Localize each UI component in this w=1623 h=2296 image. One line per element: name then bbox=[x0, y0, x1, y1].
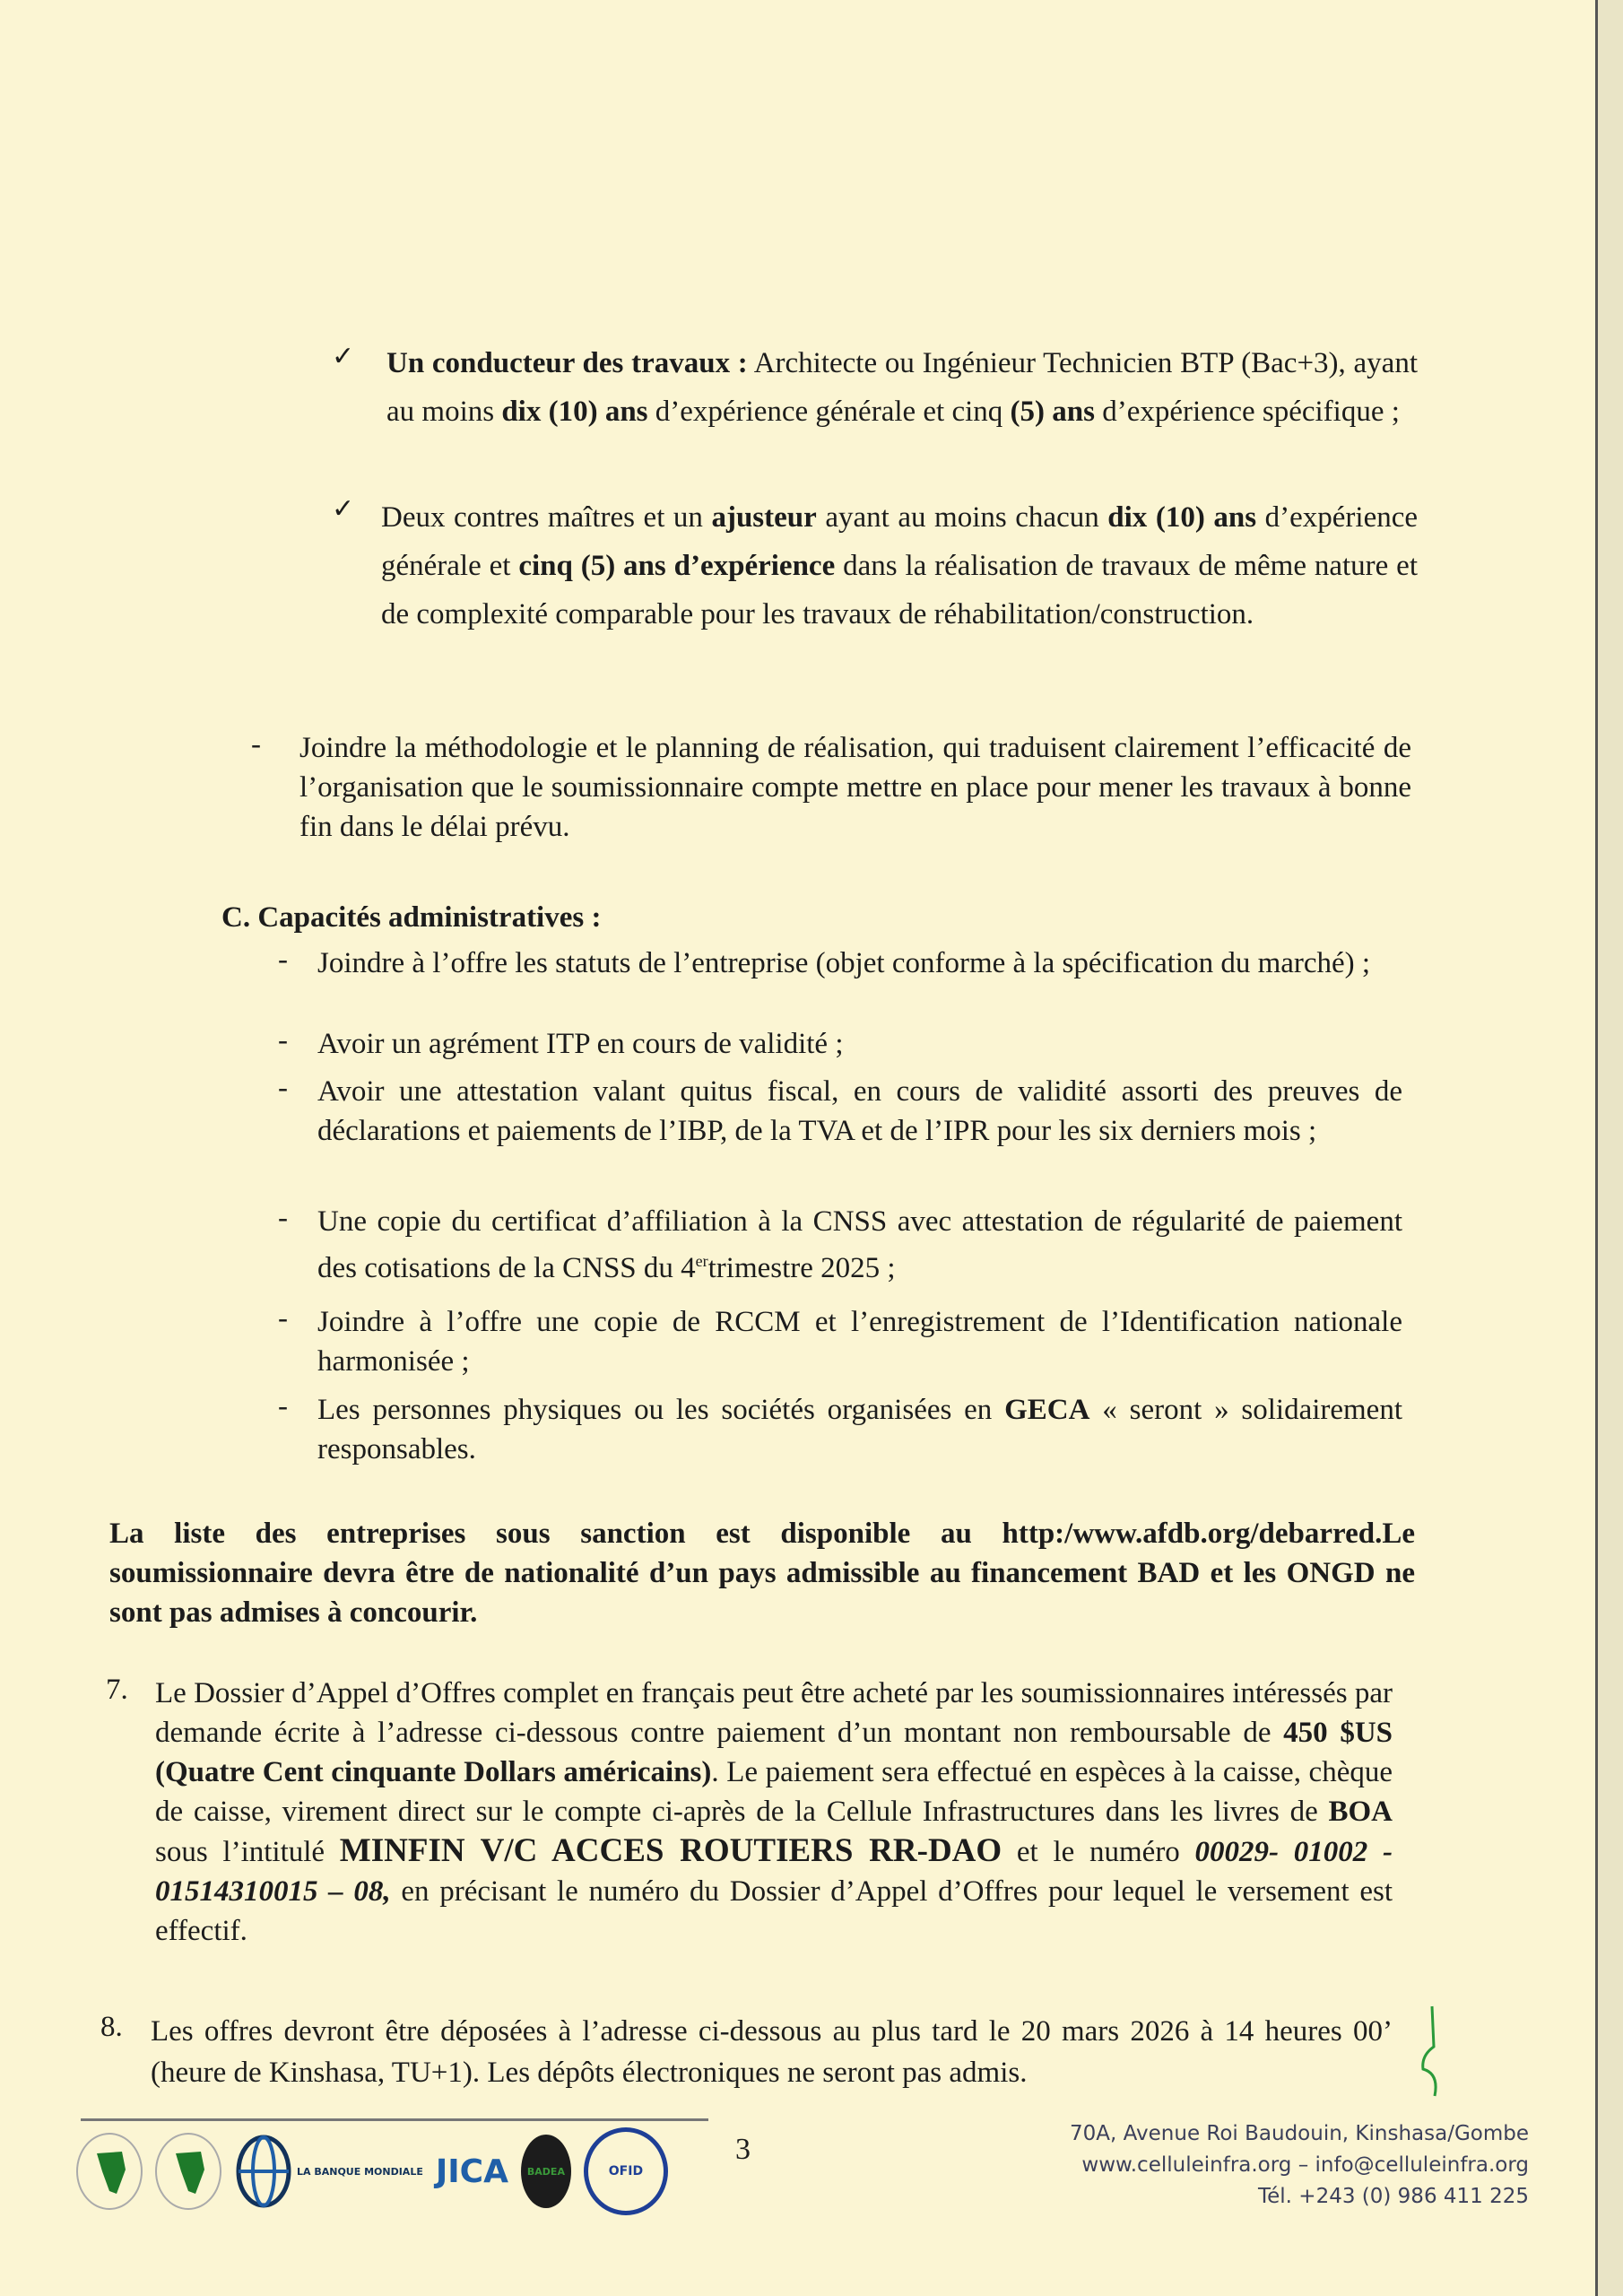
bold-text: (5) ans bbox=[1010, 396, 1095, 428]
check-icon: ✓ bbox=[332, 494, 355, 524]
text-segment: Avoir un agrément ITP en cours de validité ; bbox=[317, 1028, 844, 1060]
text-segment: et le numéro bbox=[1002, 1836, 1195, 1868]
text-segment: d’expérience spécifique ; bbox=[1094, 396, 1400, 428]
section-c-item bbox=[317, 1072, 1402, 1151]
jica-logo: JICA bbox=[435, 2152, 508, 2190]
dash-marker: - bbox=[278, 944, 288, 976]
paragraph-7 bbox=[155, 1674, 1393, 1951]
section-c-item bbox=[317, 1024, 1402, 1064]
footer-phone: Tél. +243 (0) 986 411 225 bbox=[1258, 2185, 1529, 2208]
page-number: 3 bbox=[735, 2133, 751, 2166]
bold-text: MINFIN V/C ACCES ROUTIERS RR-DAO bbox=[339, 1832, 1002, 1869]
bold-text: cinq (5) ans d’expérience bbox=[518, 550, 836, 582]
text-segment: Le Dossier d’Appel d’Offres complet en français peut être acheté par les soumissionnaires intéressés par demande écrite à l’adresse ci-dessous contre paiement d’un montant non remboursable de bbox=[155, 1677, 1393, 1749]
text-segment: d’expérience générale et cinq bbox=[647, 396, 1011, 428]
world-bank-logo bbox=[234, 2135, 423, 2208]
text-segment: d’expérience générale et bbox=[381, 501, 1419, 582]
bullet-contres-maitres bbox=[381, 493, 1418, 639]
dash-marker: - bbox=[278, 1202, 288, 1234]
section-c-item bbox=[317, 1202, 1402, 1288]
text-segment: er bbox=[695, 1252, 708, 1270]
text-segment: . Le paiement sera effectué en espèces à la caisse, chèque de caisse, virement direct sur le compte ci-après de la Cellule Infrastructures dans les livres de bbox=[155, 1756, 1393, 1828]
dash-marker: - bbox=[278, 1302, 288, 1335]
section-c-item bbox=[317, 1390, 1402, 1469]
dash-marker: - bbox=[278, 1072, 288, 1104]
bold-text: dix (10) ans bbox=[501, 396, 648, 428]
text-segment: Joindre à l’offre les statuts de l’entreprise (objet conforme à la spécification du marché) ; bbox=[317, 947, 1371, 979]
dash-marker: - bbox=[278, 1390, 288, 1422]
text-segment: sous l’intitulé bbox=[155, 1836, 340, 1868]
check-icon: ✓ bbox=[332, 342, 355, 371]
bold-text: ajusteur bbox=[711, 501, 817, 534]
dash-marker: - bbox=[278, 1024, 288, 1057]
text-segment: Une copie du certificat d’affiliation à la CNSS avec attestation de régularité de paiement des cotisations de la CNSS du 4 bbox=[317, 1205, 1402, 1284]
page-edge bbox=[1595, 0, 1623, 2296]
text-segment: « seront » solidairement responsables. bbox=[317, 1394, 1403, 1465]
partner-logos bbox=[76, 2113, 668, 2215]
bold-text: 450 $US (Quatre Cent cinquante Dollars américains) bbox=[155, 1717, 1393, 1788]
text-segment: Les personnes physiques ou les sociétés organisées en bbox=[317, 1394, 1005, 1426]
section-c-item bbox=[317, 1302, 1402, 1381]
text-segment: Avoir une attestation valant quitus fiscal, en cours de validité assorti des preuves de déclarations et paiements de l’IBP, de la TVA et de l’IPR pour les six derniers mois ; bbox=[317, 1075, 1402, 1147]
bold-text: BOA bbox=[1328, 1796, 1393, 1828]
bold-text: GECA bbox=[1004, 1394, 1090, 1426]
bad-logo bbox=[76, 2133, 143, 2210]
text-segment: Joindre la méthodologie et le planning de réalisation, qui traduisent clairement l’efficacité de l’organisation que le soumissionnaire compte mettre en place pour mener les travaux à bonne fin dans le délai prévu. bbox=[299, 732, 1411, 843]
section-c-item bbox=[317, 944, 1402, 983]
section-c-title: C. Capacités administratives : bbox=[221, 901, 602, 934]
footer-address: 70A, Avenue Roi Baudouin, Kinshasa/Gombe bbox=[1070, 2122, 1529, 2145]
text-segment: dans la réalisation de travaux de même nature et de complexité comparable pour les travaux de réhabilitation/construction. bbox=[381, 550, 1418, 631]
world-bank-label: LA BANQUE MONDIALE bbox=[297, 2165, 423, 2178]
paragraph-8 bbox=[151, 2011, 1393, 2093]
text-segment: Joindre à l’offre une copie de RCCM et l’enregistrement de l’Identification nationale harmonisée ; bbox=[317, 1306, 1402, 1378]
ofid-logo: OFID bbox=[584, 2127, 668, 2215]
paragraph-number: 8. bbox=[100, 2011, 123, 2043]
bold-text: 00029- 01002 - 01514310015 – 08, bbox=[155, 1836, 1393, 1908]
handwritten-initial bbox=[1412, 2002, 1457, 2100]
methodology-paragraph bbox=[299, 728, 1411, 847]
bold-text: dix (10) ans bbox=[1107, 501, 1257, 534]
footer-contact bbox=[1070, 2118, 1529, 2213]
footer-web-email: www.celluleinfra.org – info@celluleinfra.org bbox=[1081, 2153, 1529, 2177]
text-segment: Architecte ou Ingénieur Technicien BTP (Bac+3), ayant au moins bbox=[386, 347, 1418, 428]
bold-text: Un conducteur des travaux : bbox=[386, 347, 748, 379]
sanction-note bbox=[109, 1514, 1415, 1632]
badea-logo: BADEA bbox=[521, 2135, 571, 2208]
paragraph-number: 7. bbox=[106, 1674, 128, 1706]
text-segment: ayant au moins chacun bbox=[816, 501, 1108, 534]
text-segment: trimestre 2025 ; bbox=[707, 1252, 896, 1284]
dash-marker: - bbox=[251, 728, 261, 761]
text-segment: Deux contres maîtres et un bbox=[381, 501, 712, 534]
text-segment: La liste des entreprises sous sanction est disponible au http:/www.afdb.org/debarred.Le soumissionnaire devra être de nationalité d’un pays admissible au financement BAD et les ONGD ne sont pas admises à concourir. bbox=[109, 1518, 1415, 1629]
bullet-conducteur bbox=[386, 339, 1418, 436]
bad-logo bbox=[155, 2133, 221, 2210]
text-segment: Les offres devront être déposées à l’adresse ci-dessous au plus tard le 20 mars 2026 à 14 heures 00’ (heure de Kinshasa, TU+1). Les dépôts électroniques ne seront pas admis. bbox=[151, 2015, 1393, 2089]
text-segment: en précisant le numéro du Dossier d’Appel d’Offres pour lequel le versement est effectif. bbox=[155, 1875, 1393, 1947]
